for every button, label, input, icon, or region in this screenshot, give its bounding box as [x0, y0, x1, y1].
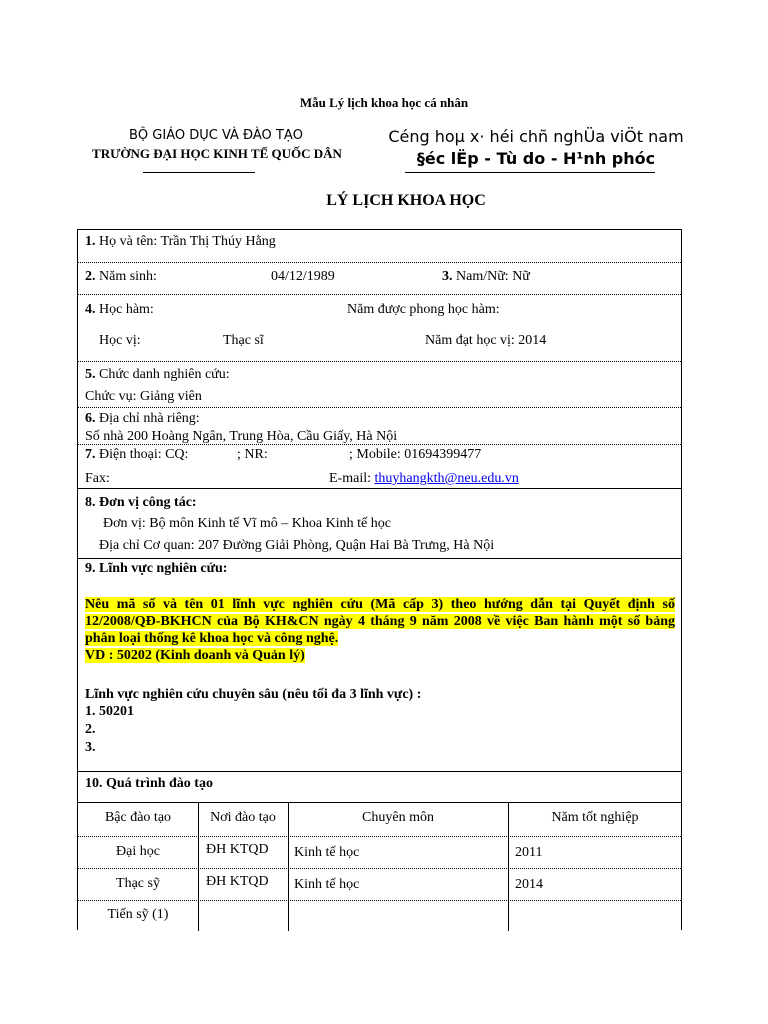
table-cell: Kinh tế học [294, 845, 360, 860]
field-birth-year: 2. Năm sinh: [85, 269, 157, 284]
deep-research-heading: Lĩnh vực nghiên cứu chuyên sâu (nêu tối đa 3 lĩnh vực) : [85, 687, 422, 702]
motto-underline [405, 172, 655, 173]
divider [78, 488, 681, 489]
divider [78, 294, 681, 295]
deep-research-item: 1. 50201 [85, 704, 134, 719]
divider [78, 771, 681, 772]
school-name: TRƯỜNG ĐẠI HỌC KINH TẾ QUỐC DÂN [92, 146, 342, 161]
divider [78, 407, 681, 408]
research-area-instruction: Nêu mã số và tên 01 lĩnh vực nghiên cứu (Mã cấp 3) theo hướng dẫn tại Quyết định số 12/2008/QĐ-BKHCN của Bộ KH&CN ngày 4 tháng 9 năm 2008 về việc Ban hành một số bảng phân loại thống kê khoa học và công nghệ. VD : 50202 (Kinh doanh và Quản lý) [85, 597, 675, 663]
deep-research-item: 2. [85, 722, 96, 737]
field-gender: 3. Nam/Nữ: Nữ [442, 269, 530, 284]
table-cell: Đại học [116, 844, 160, 859]
school-underline [143, 172, 255, 173]
degree-value: Thạc sĩ [223, 333, 264, 348]
email-link[interactable]: thuyhangkth@neu.edu.vn [374, 471, 519, 486]
divider [78, 444, 681, 445]
academic-title-year: Năm được phong học hàm: [347, 302, 500, 317]
column-header: Chuyên môn [362, 810, 434, 825]
field-full-name: 1. Họ và tên: Trần Thị Thúy Hằng [85, 234, 276, 249]
field-academic-title: 4. Học hàm: [85, 302, 154, 317]
research-area-example: VD : 50202 (Kinh doanh và Quản lý) [85, 648, 305, 663]
national-motto-line2: §éc lËp - Tù do - H¹nh phóc [416, 149, 656, 168]
table-cell: Tiến sỹ (1) [107, 907, 169, 922]
field-fax: Fax: [85, 471, 110, 486]
workplace-address: Địa chỉ Cơ quan: 207 Đường Giải Phòng, Quận Hai Bà Trưng, Hà Nội [99, 538, 495, 553]
workplace-unit: Đơn vị: Bộ môn Kinh tế Vĩ mô – Khoa Kinh tế học [103, 516, 391, 531]
national-motto-line1: Céng hoµ x· héi chñ nghÜa viÖt nam [388, 127, 684, 146]
field-workplace: 8. Đơn vị công tác: [85, 495, 197, 510]
phone-mobile: ; Mobile: 01694399477 [349, 447, 482, 462]
table-cell: ĐH KTQD [206, 842, 269, 857]
field-research-title: 5. Chức danh nghiên cứu: [85, 367, 230, 382]
field-home-address: 6. Địa chỉ nhà riêng: [85, 411, 200, 426]
document-title: Mẫu Lý lịch khoa học cá nhân [299, 95, 469, 110]
divider [78, 802, 681, 803]
degree-label: Học vị: [99, 333, 141, 348]
field-phone: 7. Điện thoại: CQ: [85, 447, 189, 462]
degree-year: Năm đạt học vị: 2014 [425, 333, 547, 348]
ministry-name: BỘ GIÁO DỤC VÀ ĐÀO TẠO [129, 128, 303, 143]
birth-date-value: 04/12/1989 [271, 269, 335, 284]
home-address-value: Số nhà 200 Hoàng Ngân, Trung Hòa, Cầu Giấy, Hà Nội [85, 429, 398, 444]
column-header: Nơi đào tạo [210, 810, 276, 825]
column-header: Bậc đào tạo [104, 810, 172, 825]
field-education: 10. Quá trình đào tạo [85, 776, 213, 791]
divider [78, 558, 681, 559]
position-value: Chức vụ: Giảng viên [85, 389, 202, 404]
field-research-area: 9. Lĩnh vực nghiên cứu: [85, 561, 228, 576]
divider [78, 262, 681, 263]
field-email: E-mail: thuyhangkth@neu.edu.vn [329, 471, 519, 486]
phone-home: ; NR: [237, 447, 268, 462]
table-cell: Kinh tế học [294, 877, 360, 892]
divider [78, 361, 681, 362]
page-title: LÝ LỊCH KHOA HỌC [326, 192, 486, 209]
deep-research-item: 3. [85, 740, 96, 755]
column-header: Năm tốt nghiệp [551, 810, 639, 825]
table-cell: 2011 [515, 845, 543, 860]
cv-form [77, 229, 682, 930]
table-cell: Thạc sỹ [116, 876, 160, 891]
table-cell: ĐH KTQD [206, 874, 269, 889]
table-cell: 2014 [515, 877, 543, 892]
